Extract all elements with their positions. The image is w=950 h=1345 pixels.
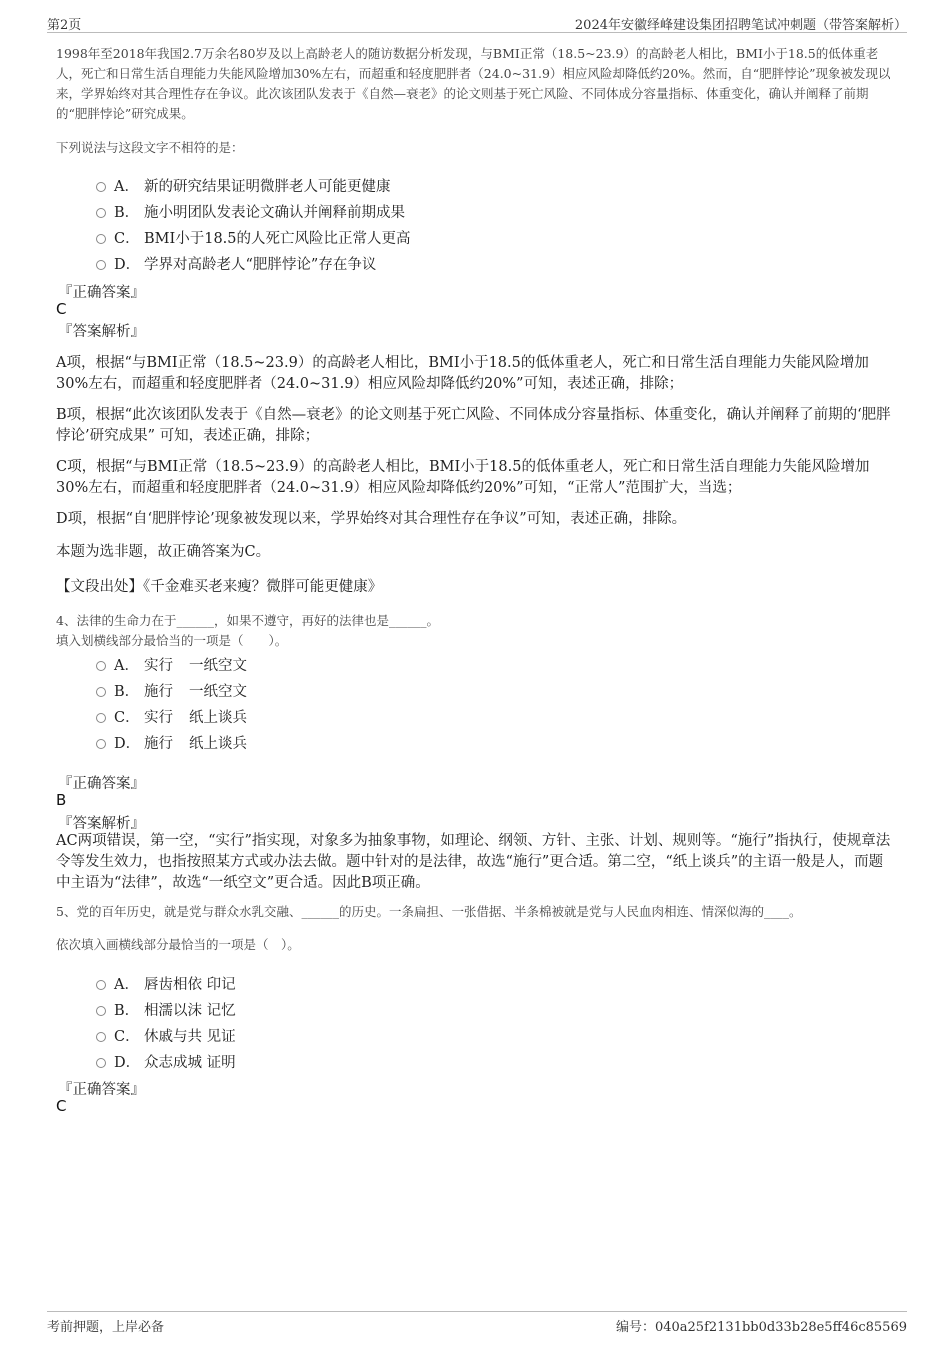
- q3-prompt: 下列说法与这段文字不相符的是：: [56, 140, 244, 155]
- q4-option-b[interactable]: B． 施行 一纸空文: [96, 680, 247, 701]
- q3-option-c[interactable]: C． BMI小于18.5的人死亡风险比正常人更高: [96, 227, 411, 248]
- q5-option-c[interactable]: C． 休戚与共 见证: [96, 1025, 236, 1046]
- q3-option-b[interactable]: B． 施小明团队发表论文确认并阐释前期成果: [96, 201, 405, 222]
- document-serial: 编号：040a25f2131bb0d33b28e5ff46c85569: [615, 1320, 907, 1335]
- radio-icon[interactable]: [96, 713, 106, 723]
- q5-answer-label: 『正确答案』: [58, 1082, 145, 1098]
- q3-passage: 1998年至2018年我国2.7万余名80岁及以上高龄老人的随访数据分析发现，与BMI正常（18.5~23.9）的高龄老人相比，BMI小于18.5的低体重老人，死亡和日常生活自理能力失能风险增加30%左右，而超重和轻度肥胖者（24.0~31.9）相应风险却降低约20%。然而，自“肥胖悖论”现象被发现以来，学界始终对其合理性存在争议。此次该团队发表于《自然—衰老》的论文则基于死亡风险、不同体成分容量指标、体重变化，确认并阐释了前期的“肥胖悖论”研究成果。: [56, 46, 891, 121]
- q5-option-b[interactable]: B． 相濡以沫 记忆: [96, 999, 236, 1020]
- q3-option-d[interactable]: D． 学界对高龄老人“肥胖悖论”存在争议: [96, 253, 376, 274]
- q5-option-a[interactable]: A． 唇齿相依 印记: [96, 973, 236, 994]
- q3-analysis-b: B项，根据“此次该团队发表于《自然—衰老》的论文则基于死亡风险、不同体成分容量指标、体重变化，确认并阐释了前期的‘肥胖悖论’研究成果” 可知，表述正确，排除；: [56, 407, 891, 444]
- radio-icon[interactable]: [96, 687, 106, 697]
- q3-answer-label: 『正确答案』: [58, 285, 145, 301]
- radio-icon[interactable]: [96, 980, 106, 990]
- radio-icon[interactable]: [96, 234, 106, 244]
- q5-answer: C: [56, 1097, 67, 1115]
- q4-option-c[interactable]: C． 实行 纸上谈兵: [96, 706, 247, 727]
- q5-prompt: 依次填入画横线部分最恰当的一项是（ ）。: [56, 937, 300, 952]
- q4-option-d[interactable]: D． 施行 纸上谈兵: [96, 732, 247, 753]
- radio-icon[interactable]: [96, 1032, 106, 1042]
- page-footer: [47, 1311, 907, 1336]
- q3-source: [56, 577, 892, 598]
- q3-answer: C: [56, 300, 67, 318]
- q3-source-label: 【文段出处】: [56, 579, 143, 595]
- q3-option-a[interactable]: A． 新的研究结果证明微胖老人可能更健康: [96, 175, 391, 196]
- q5-stem: 5、党的百年历史，就是党与群众水乳交融、______的历史。一条扁担、一张借据、半条棉被就是党与人民血肉相连、情深似海的____。: [56, 904, 802, 919]
- radio-icon[interactable]: [96, 1058, 106, 1068]
- radio-icon[interactable]: [96, 182, 106, 192]
- q4-analysis: AC两项错误，第一空，“实行”指实现，对象多为抽象事物，如理论、纲领、方针、主张、计划、规则等。“施行”指执行，使规章法令等发生效力，也指按照某方式或办法去做。题中针对的是法律，故选“施行”更合适。第二空，“纸上谈兵”的主语一般是人，而题中主语为“法律”，故选“一纸空文”更合适。因此B项正确。: [56, 833, 891, 891]
- document-title: 2024年安徽绎峰建设集团招聘笔试冲刺题（带答案解析）: [574, 18, 907, 33]
- q4-answer-label: 『正确答案』: [58, 776, 145, 792]
- page-header: [47, 10, 907, 33]
- q3-analysis-c: C项，根据“与BMI正常（18.5~23.9）的高龄老人相比，BMI小于18.5的低体重老人，死亡和日常生活自理能力失能风险增加30%左右，而超重和轻度肥胖者（24.0~31.9）相应风险却降低约20%”可知，“正常人”范围扩大，当选；: [56, 459, 870, 496]
- radio-icon[interactable]: [96, 260, 106, 270]
- q4-answer: B: [56, 791, 67, 809]
- radio-icon[interactable]: [96, 1006, 106, 1016]
- radio-icon[interactable]: [96, 739, 106, 749]
- page-number: 第2页: [47, 18, 82, 33]
- radio-icon[interactable]: [96, 208, 106, 218]
- radio-icon[interactable]: [96, 661, 106, 671]
- q4-analysis-label: 『答案解析』: [58, 816, 145, 832]
- q3-analysis-d: D项，根据“自‘肥胖悖论’现象被发现以来，学界始终对其合理性存在争议”可知，表述正确，排除。: [56, 511, 687, 527]
- q4-prompt: 填入划横线部分最恰当的一项是（ ）。: [56, 633, 288, 648]
- q3-source-title: 《千金难买老来瘦？微胖可能更健康》: [143, 579, 383, 595]
- q3-analysis-label: 『答案解析』: [58, 324, 145, 340]
- q3-analysis-a: A项，根据“与BMI正常（18.5~23.9）的高龄老人相比，BMI小于18.5的低体重老人，死亡和日常生活自理能力失能风险增加30%左右，而超重和轻度肥胖者（24.0~31.9）相应风险却降低约20%”可知，表述正确，排除；: [56, 355, 869, 392]
- q3-conclusion: 本题为选非题，故正确答案为C。: [56, 544, 271, 560]
- q5-option-d[interactable]: D． 众志成城 证明: [96, 1051, 236, 1072]
- q4-stem: 4、法律的生命力在于______，如果不遵守，再好的法律也是______。: [56, 613, 439, 628]
- footer-slogan: 考前押题，上岸必备: [47, 1320, 165, 1335]
- q4-option-a[interactable]: A． 实行 一纸空文: [96, 654, 247, 675]
